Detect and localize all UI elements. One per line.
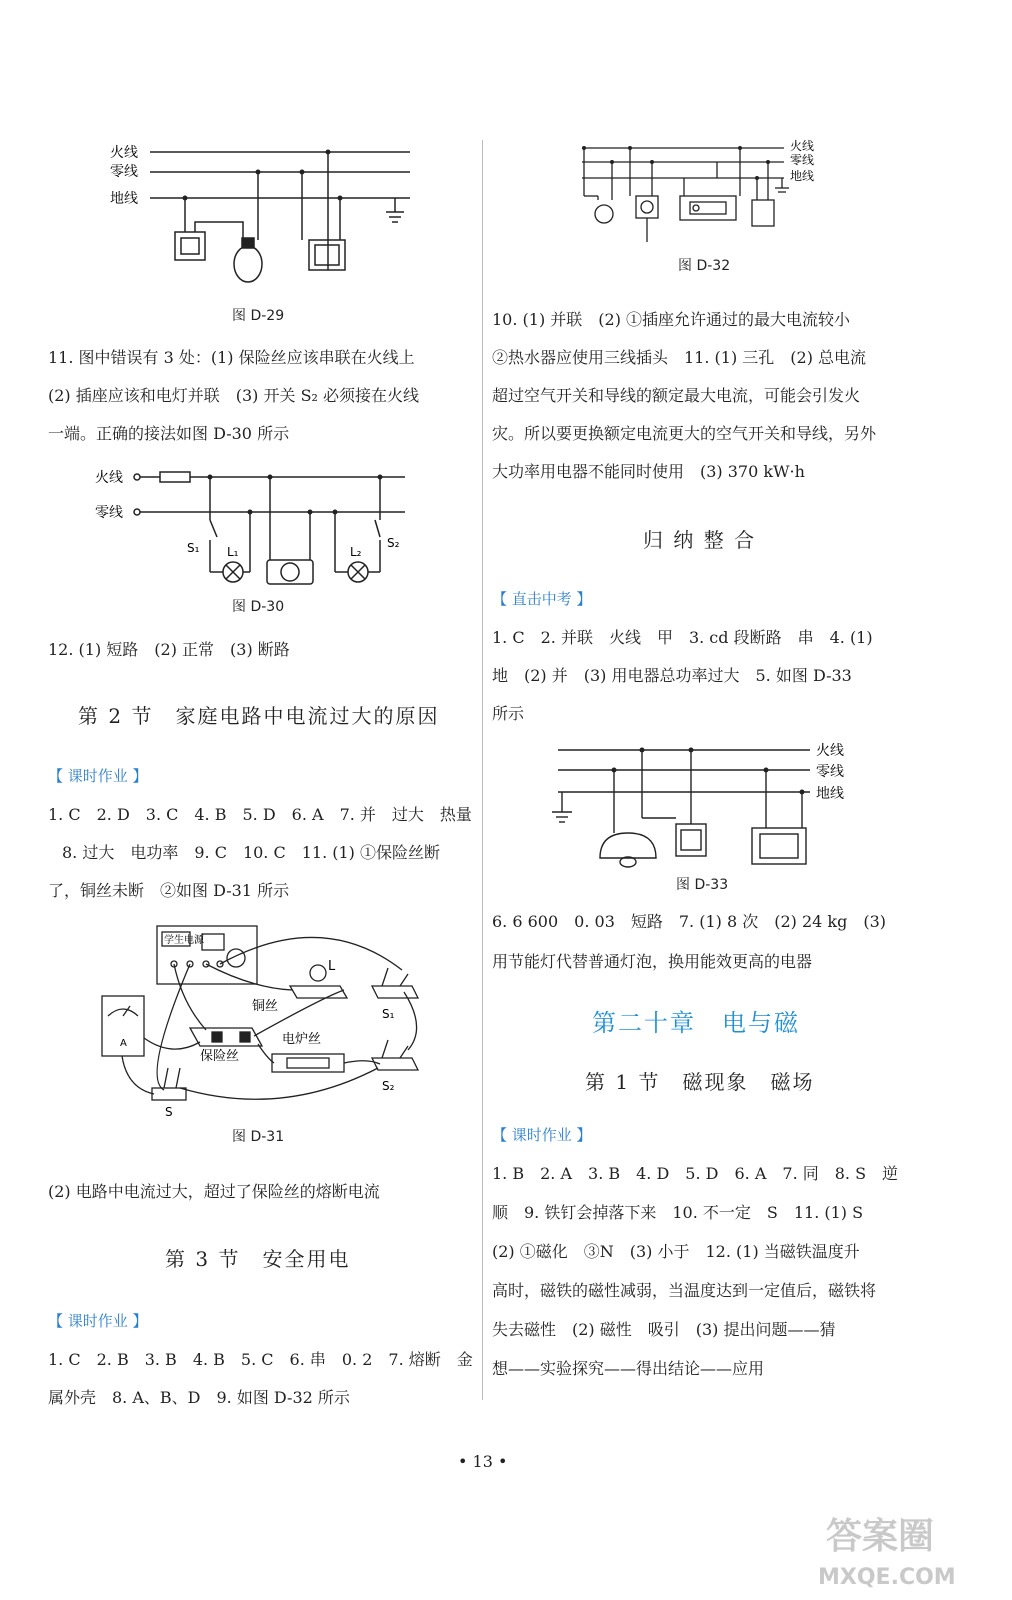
- fig30-label-l2: L₂: [350, 545, 362, 559]
- fig33-label-live: 火线: [816, 743, 844, 759]
- q11-line-2: (2) 插座应该和电灯并联 (3) 开关 S₂ 必须接在火线: [48, 386, 420, 405]
- fig32-caption: 图 D-32: [678, 258, 731, 274]
- fig31-label-s1: S₁: [382, 1007, 395, 1021]
- fig31-label-s2: S₂: [382, 1079, 395, 1093]
- sec2-line-2: 8. 过大 电功率 9. C 10. C 11. (1) ①保险丝断: [62, 843, 441, 862]
- q12-line: 12. (1) 短路 (2) 正常 (3) 断路: [48, 640, 290, 659]
- fig32-label-live: 火线: [790, 139, 815, 153]
- q10-line-5: 大功率用电器不能同时使用 (3) 370 kW·h: [492, 462, 805, 481]
- figure-d31: [82, 918, 442, 1123]
- fig31-label-fuse: 保险丝: [200, 1049, 240, 1064]
- figure-d32: [572, 138, 832, 250]
- q10-line-3: 超过空气开关和导线的额定最大电流，可能会引发火: [492, 386, 861, 405]
- sec3-line-1: 1. C 2. B 3. B 4. B 5. C 6. 串 0. 2 7. 熔断 金: [48, 1350, 473, 1369]
- mag-line-6: 想——实验探究——得出结论——应用: [492, 1359, 765, 1378]
- fig32-label-ground: 地线: [790, 169, 815, 183]
- exam-line-2: 地 (2) 并 (3) 用电器总功率过大 5. 如图 D-33: [492, 666, 852, 685]
- mag-line-5: 失去磁性 (2) 磁性 吸引 (3) 提出问题——猜: [492, 1320, 836, 1339]
- sec3-line-2: 属外壳 8. A、B、D 9. 如图 D-32 所示: [48, 1388, 350, 1407]
- chapter-title: 第二十章 电与磁: [592, 1009, 800, 1037]
- summary-title: 归 纳 整 合: [643, 528, 757, 552]
- tag-exam: 【 直击中考 】: [492, 590, 592, 608]
- mag-line-3: (2) ①磁化 ③N (3) 小于 12. (1) 当磁铁温度升: [492, 1242, 860, 1261]
- exam-line-5: 用节能灯代替普通灯泡，换用能效更高的电器: [492, 952, 813, 971]
- fig31-label-l: L: [328, 959, 336, 974]
- fig29-caption: 图 D-29: [232, 308, 285, 324]
- fig32-label-neutral: 零线: [790, 153, 815, 167]
- q11-line-1: 11. 图中错误有 3 处：(1) 保险丝应该串联在火线上: [48, 348, 415, 367]
- watermark-top: 答案圈: [826, 1516, 935, 1557]
- fig33-caption: 图 D-33: [676, 877, 729, 893]
- q10-line-1: 10. (1) 并联 (2) ①插座允许通过的最大电流较小: [492, 310, 851, 329]
- mag-line-1: 1. B 2. A 3. B 4. D 5. D 6. A 7. 同 8. S 逆: [492, 1164, 899, 1183]
- q10-line-4: 灾。所以要更换额定电流更大的空气开关和导线，另外: [492, 424, 877, 443]
- figure-d29: [110, 140, 420, 290]
- section-3-title: 第 3 节 安全用电: [165, 1247, 351, 1271]
- fig33-label-neutral: 零线: [816, 764, 844, 780]
- page-number: • 13 •: [458, 1452, 508, 1471]
- fig31-label-power: 学生电源: [164, 935, 204, 946]
- exam-line-4: 6. 6 600 0. 03 短路 7. (1) 8 次 (2) 24 kg (3): [492, 912, 887, 931]
- mag-line-4: 高时，磁铁的磁性减弱，当温度达到一定值后，磁铁将: [492, 1281, 877, 1300]
- tag-lesson-work-3: 【 课时作业 】: [492, 1126, 592, 1144]
- q11-line-3: 一端。正确的接法如图 D-30 所示: [48, 424, 290, 443]
- q10-line-2: ②热水器应使用三线插头 11. (1) 三孔 (2) 总电流: [492, 348, 867, 367]
- mag-line-2: 顺 9. 铁钉会掉落下来 10. 不一定 S 11. (1) S: [492, 1203, 864, 1222]
- figure-d30: [95, 462, 415, 592]
- fig31-label-copper: 铜丝: [252, 999, 279, 1014]
- watermark-bottom: MXQE.COM: [818, 1565, 956, 1590]
- exam-line-1: 1. C 2. 并联 火线 甲 3. cd 段断路 串 4. (1): [492, 628, 873, 647]
- section-1-title: 第 1 节 磁现象 磁场: [585, 1070, 815, 1094]
- fig30-label-neutral: 零线: [95, 505, 123, 521]
- column-divider: [482, 140, 483, 1400]
- exam-line-3: 所示: [492, 704, 525, 723]
- fig29-label-live: 火线: [110, 145, 138, 161]
- fig30-label-s2: S₂: [387, 536, 400, 550]
- fig31-caption: 图 D-31: [232, 1129, 285, 1145]
- sec2-line-4: (2) 电路中电流过大，超过了保险丝的熔断电流: [48, 1182, 380, 1201]
- figure-d33: [548, 738, 858, 870]
- fig31-label-heater: 电炉丝: [282, 1032, 322, 1047]
- fig29-label-neutral: 零线: [110, 164, 138, 180]
- fig31-label-ammeter: A: [120, 1038, 127, 1049]
- sec2-line-3: 了，铜丝未断 ②如图 D-31 所示: [48, 881, 290, 900]
- fig30-label-live: 火线: [95, 470, 123, 486]
- fig29-label-ground: 地线: [110, 191, 138, 207]
- fig30-caption: 图 D-30: [232, 599, 285, 615]
- sec2-line-1: 1. C 2. D 3. C 4. B 5. D 6. A 7. 并 过大 热量: [48, 805, 472, 824]
- section-2-title: 第 2 节 家庭电路中电流过大的原因: [78, 704, 440, 728]
- tag-lesson-work-1: 【 课时作业 】: [48, 767, 148, 785]
- fig31-label-s: S: [165, 1105, 173, 1119]
- fig30-label-s1: S₁: [187, 541, 200, 555]
- fig33-label-ground: 地线: [816, 786, 844, 802]
- tag-lesson-work-2: 【 课时作业 】: [48, 1312, 148, 1330]
- fig30-label-l1: L₁: [227, 545, 239, 559]
